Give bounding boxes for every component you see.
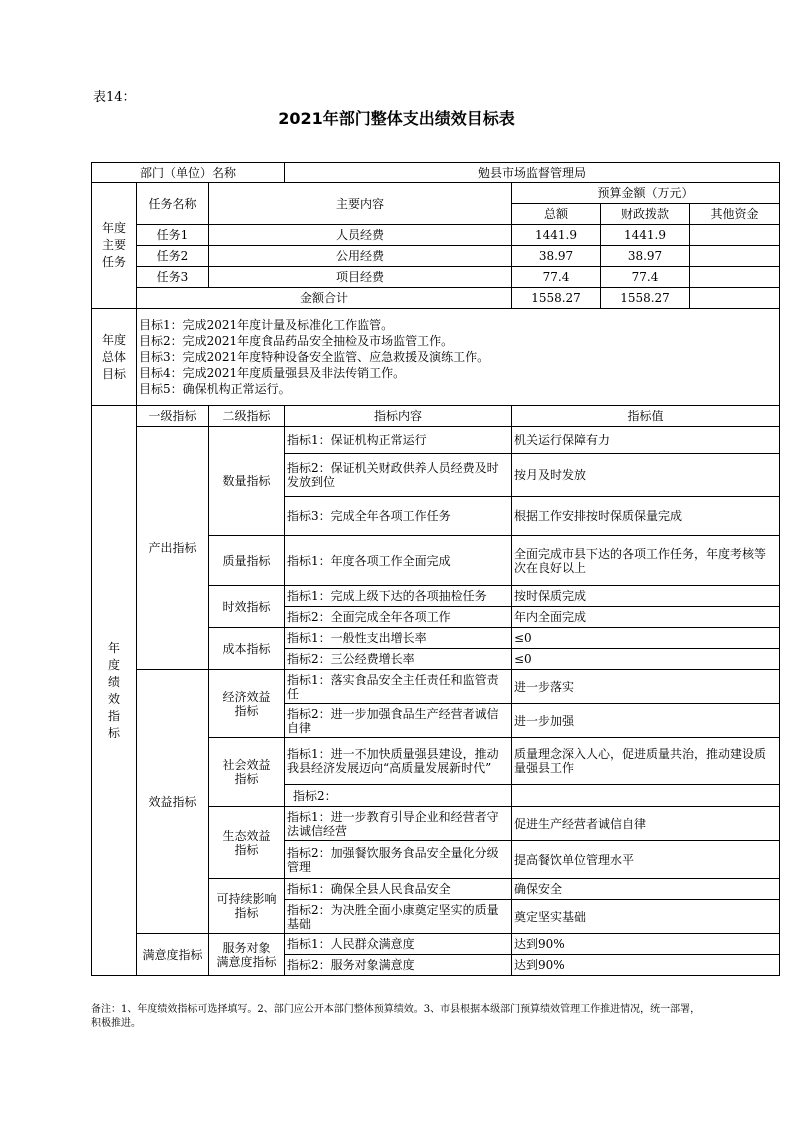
task-fiscal: 77.4 (601, 267, 690, 288)
quality-indicator-label: 质量指标 (209, 536, 285, 586)
overall-goals-label: 年度 总体 目标 (92, 309, 137, 406)
indicator-content: 指标2：加强餐饮服务食品安全量化分级管理 (285, 841, 512, 879)
task-total: 38.97 (512, 246, 601, 267)
footnote: 备注：1、年度绩效指标可选择填写。2、部门应公开本部门整体预算绩效。3、市县根据本级部门预算绩效管理工作推进情况，统一部署，积极推进。 (91, 1004, 701, 1029)
timeliness-indicator-label: 时效指标 (209, 586, 285, 628)
indicator-value-header: 指标值 (512, 406, 780, 427)
indicator-content: 指标2：进一步加强食品生产经营者诚信自律 (285, 704, 512, 738)
indicator-value: 按月及时发放 (512, 454, 780, 497)
quantity-indicator-label: 数量指标 (209, 427, 285, 536)
social-indicator-label: 社会效益 指标 (209, 738, 285, 807)
task-row (92, 225, 780, 246)
table-tag: 表14： (93, 90, 136, 105)
sum-other (690, 288, 780, 309)
indicator-value: 全面完成市县下达的各项工作任务，年度考核等次在良好以上 (512, 536, 780, 586)
cost-indicator-label: 成本指标 (209, 628, 285, 670)
goal-item: 目标5：确保机构正常运行。 (139, 382, 291, 396)
satisfaction-indicators-label: 满意度指标 (137, 934, 209, 976)
indicator-value: 奠定坚实基础 (512, 900, 780, 934)
economic-indicator-label: 经济效益 指标 (209, 670, 285, 738)
indicator-value: 促进生产经营者诚信自律 (512, 807, 780, 841)
sum-label: 金额合计 (137, 288, 512, 309)
task-other (690, 246, 780, 267)
indicator-content: 指标2：全面完成全年各项工作 (285, 607, 512, 628)
indicator-content: 指标2：服务对象满意度 (285, 955, 512, 976)
goal-item: 目标1：完成2021年度计量及标准化工作监管。 (139, 318, 394, 332)
col-fiscal-header: 财政拨款 (601, 204, 690, 225)
indicator-value: ≤0 (512, 628, 780, 649)
performance-table (91, 162, 780, 976)
indicator-content: 指标1：落实食品安全主任责任和监管责任 (285, 670, 512, 704)
col-other-header: 其他资金 (690, 204, 780, 225)
task-total: 1441.9 (512, 225, 601, 246)
indicator-content: 指标2：三公经费增长率 (285, 649, 512, 670)
indicator-content: 指标2： (285, 785, 512, 807)
sum-fiscal: 1558.27 (601, 288, 690, 309)
indicator-value: 确保安全 (512, 879, 780, 900)
indicator-content: 指标1：一般性支出增长率 (285, 628, 512, 649)
task-row (92, 246, 780, 267)
task-other (690, 267, 780, 288)
budget-header: 预算金额（万元） (512, 183, 780, 204)
annual-tasks-label: 年度 主要 任务 (92, 183, 137, 309)
indicator-content: 指标1：年度各项工作全面完成 (285, 536, 512, 586)
benefit-indicators-label: 效益指标 (137, 670, 209, 934)
indicator-value: 质量理念深入人心，促进质量共治，推动建设质量强县工作 (512, 738, 780, 785)
indicator-value: 达到90% (512, 934, 780, 955)
dept-name: 勉县市场监督管理局 (285, 163, 780, 183)
indicator-value: 进一步落实 (512, 670, 780, 704)
indicator-content: 指标1：完成上级下达的各项抽检任务 (285, 586, 512, 607)
indicator-value (512, 785, 780, 807)
indicator-value: 提高餐饮单位管理水平 (512, 841, 780, 879)
task-name-header: 任务名称 (137, 183, 209, 225)
indicator-value: 机关运行保障有力 (512, 427, 780, 454)
task-fiscal: 38.97 (601, 246, 690, 267)
task-content: 公用经费 (209, 246, 512, 267)
indicator-content: 指标1：人民群众满意度 (285, 934, 512, 955)
task-row (92, 267, 780, 288)
col-total-header: 总额 (512, 204, 601, 225)
indicator-value: 年内全面完成 (512, 607, 780, 628)
task-name: 任务2 (137, 246, 209, 267)
indicator-value: ≤0 (512, 649, 780, 670)
level2-header: 二级指标 (209, 406, 285, 427)
indicator-content: 指标2：保证机关财政供养人员经费及时发放到位 (285, 454, 512, 497)
task-fiscal: 1441.9 (601, 225, 690, 246)
ecological-indicator-label: 生态效益 指标 (209, 807, 285, 879)
goal-item: 目标2：完成2021年度食品药品安全抽检及市场监管工作。 (139, 334, 454, 348)
output-indicators-label: 产出指标 (137, 427, 209, 670)
indicator-content: 指标1：保证机构正常运行 (285, 427, 512, 454)
task-content: 项目经费 (209, 267, 512, 288)
indicator-value: 根据工作安排按时保质保量完成 (512, 497, 780, 536)
task-name: 任务3 (137, 267, 209, 288)
sum-total: 1558.27 (512, 288, 601, 309)
indicator-content: 指标1：确保全县人民食品安全 (285, 879, 512, 900)
dept-label: 部门（单位）名称 (92, 163, 285, 183)
level1-header: 一级指标 (137, 406, 209, 427)
indicator-content: 指标1：进一不加快质量强县建设，推动我县经济发展迈向“高质量发展新时代” (285, 738, 512, 785)
page-title: 2021年部门整体支出绩效目标表 (278, 109, 515, 128)
main-content-header: 主要内容 (209, 183, 512, 225)
indicators-label: 年 度 绩 效 指 标 (92, 406, 137, 976)
service-satisfaction-label: 服务对象 满意度指标 (209, 934, 285, 976)
indicator-value: 进一步加强 (512, 704, 780, 738)
task-content: 人员经费 (209, 225, 512, 246)
indicator-content: 指标2：为决胜全面小康奠定坚实的质量基础 (285, 900, 512, 934)
indicator-content: 指标3：完成全年各项工作任务 (285, 497, 512, 536)
task-other (690, 225, 780, 246)
goal-item: 目标4：完成2021年度质量强县及非法传销工作。 (139, 366, 406, 380)
indicator-content: 指标1：进一步教育引导企业和经营者守法诚信经营 (285, 807, 512, 841)
indicator-value: 达到90% (512, 955, 780, 976)
goal-item: 目标3：完成2021年度特种设备安全监管、应急救援及演练工作。 (139, 350, 490, 364)
overall-goals (137, 309, 780, 406)
indicator-value: 按时保质完成 (512, 586, 780, 607)
task-name: 任务1 (137, 225, 209, 246)
sustainability-indicator-label: 可持续影响 指标 (209, 879, 285, 934)
indicator-content-header: 指标内容 (285, 406, 512, 427)
task-total: 77.4 (512, 267, 601, 288)
